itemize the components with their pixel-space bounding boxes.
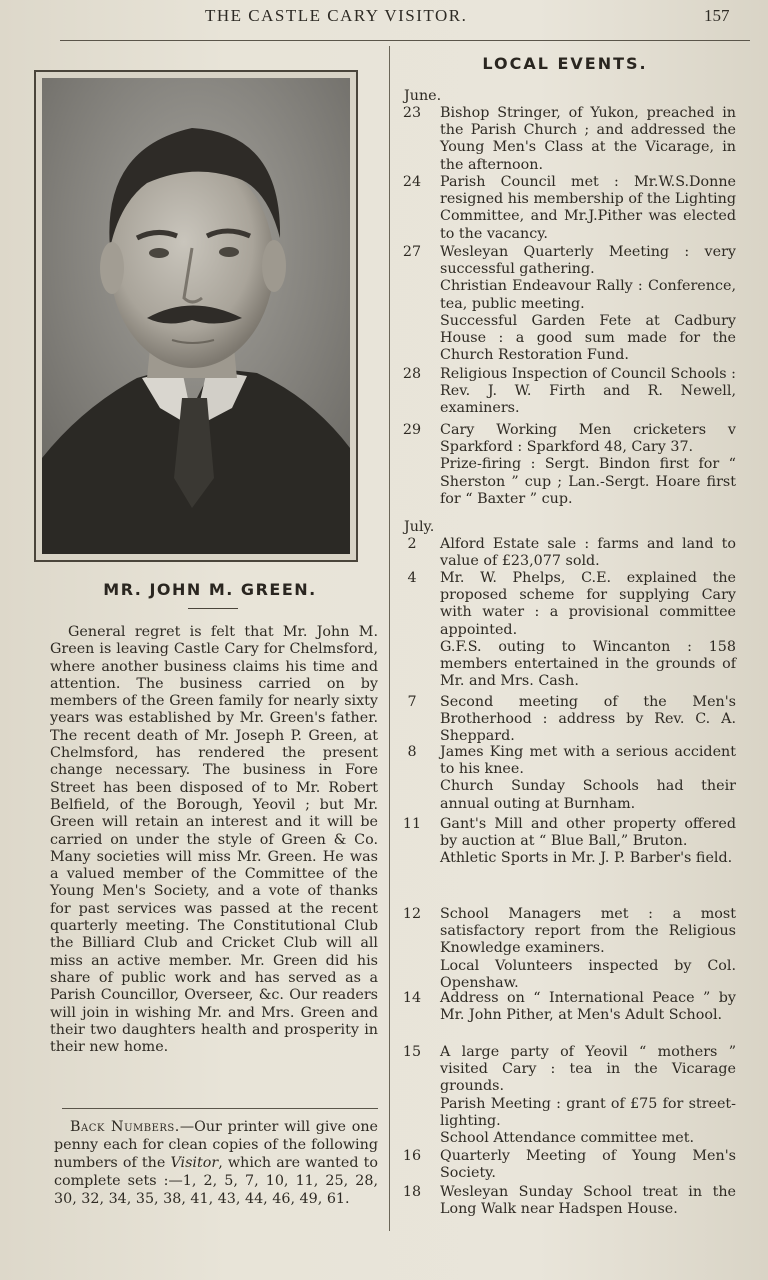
back-numbers-notice bbox=[54, 1118, 378, 1208]
event-item: Cary Working Men cricketers v Sparkford : Sparkford 48, Cary 37. bbox=[440, 422, 736, 456]
event-description bbox=[440, 990, 736, 1024]
event-description bbox=[440, 422, 736, 508]
event-day: 29 bbox=[402, 422, 422, 438]
event-entry bbox=[396, 422, 736, 508]
portrait-image bbox=[42, 78, 350, 554]
event-description bbox=[440, 174, 736, 243]
event-item: Parish Meeting : grant of £75 for street-lighting. bbox=[440, 1095, 736, 1129]
event-item: G.F.S. outing to Wincanton : 158 members entertained in the grounds of Mr. and Mrs. Cash. bbox=[440, 638, 736, 690]
event-day: 18 bbox=[402, 1184, 422, 1200]
event-day: 23 bbox=[402, 105, 422, 121]
event-item: Local Volunteers inspected by Col. Openshaw. bbox=[440, 957, 736, 991]
page-number: 157 bbox=[704, 6, 730, 25]
event-description bbox=[440, 1184, 736, 1218]
event-day: 27 bbox=[402, 244, 422, 260]
event-item: James King met with a serious accident to his knee. bbox=[440, 744, 736, 778]
event-description bbox=[440, 816, 736, 868]
event-item: Athletic Sports in Mr. J. P. Barber's field. bbox=[440, 850, 733, 867]
event-entry bbox=[396, 1044, 736, 1147]
event-entry bbox=[396, 174, 736, 243]
event-item: Christian Endeavour Rally : Conference, tea, public meeting. bbox=[440, 278, 736, 312]
event-item: Address on “ International Peace ” by Mr. John Pither, at Men's Adult School. bbox=[440, 990, 736, 1024]
event-day: 15 bbox=[402, 1044, 422, 1060]
event-description bbox=[440, 1148, 736, 1182]
event-item: School Attendance committee met. bbox=[440, 1130, 695, 1147]
separator-rule bbox=[62, 1108, 378, 1109]
event-day: 12 bbox=[402, 906, 422, 922]
running-title: THE CASTLE CARY VISITOR. bbox=[205, 6, 468, 25]
event-entry bbox=[396, 1148, 736, 1182]
event-item: Wesleyan Quarterly Meeting : very successful gathering. bbox=[440, 244, 736, 278]
month-label-june: June. bbox=[404, 88, 442, 104]
event-description bbox=[440, 570, 736, 690]
event-description bbox=[440, 744, 736, 813]
event-day: 16 bbox=[402, 1148, 422, 1164]
event-entry bbox=[396, 990, 736, 1024]
running-head bbox=[0, 6, 768, 30]
event-entry bbox=[396, 536, 736, 570]
event-item: School Managers met : a most satisfactory report from the Religious Knowledge examiners. bbox=[440, 906, 736, 957]
event-day: 28 bbox=[402, 366, 422, 382]
event-day: 8 bbox=[407, 744, 417, 760]
event-item: Second meeting of the Men's Brotherhood : address by Rev. C. A. Sheppard. bbox=[440, 694, 736, 745]
event-item: Alford Estate sale : farms and land to value of £23,077 sold. bbox=[440, 536, 736, 570]
event-day: 11 bbox=[402, 816, 422, 832]
event-entry bbox=[396, 906, 736, 992]
event-item: Religious Inspection of Council Schools : Rev. J. W. Firth and R. Newell, examiners. bbox=[440, 366, 736, 417]
article-text: General regret is felt that Mr. John M. Green is leaving Castle Cary for Chelmsford, where another business claims his time and attention. The business carried on by members of the Green family for nearly sixty years was established by Mr. Green's father. The recent death of Mr. Joseph P. Green, at Chelmsford, has rendered the present change necessary. The business in Fore Street has been disposed of to Mr. Robert Belfield, of the Borough, Yeovil ; but Mr. Green will retain an interest and it will be carried on under the style of Green & Co. Many societies will miss Mr. Green. He was a valued member of the Committee of the Young Men's Society, and a vote of thanks for past services was passed at the recent quarterly meeting. The Constitutional Club the Billiard Club and Cricket Club will all miss an active member. Mr. Green did his share of public work and has served as a Parish Councillor, Overseer, &c. Our readers will join in wishing Mr. and Mrs. Green and their two daughters health and prosperity in their new home. bbox=[50, 624, 378, 1056]
back-numbers-italic: Visitor bbox=[170, 1155, 219, 1171]
month-label-july: July. bbox=[404, 519, 435, 535]
event-description bbox=[440, 536, 736, 570]
event-description bbox=[440, 1044, 736, 1147]
back-numbers-text: —Our printer will give one penny each for clean copies of the following numbers of the bbox=[54, 1119, 378, 1171]
event-item: Wesleyan Sunday School treat in the Long Walk near Hadspen House. bbox=[440, 1184, 736, 1218]
event-item: Parish Council met : Mr.W.S.Donne resigned his membership of the Lighting Committee, and Mr.J.Pither was elected to the vacancy. bbox=[440, 174, 736, 242]
event-day: 2 bbox=[407, 536, 417, 552]
event-day: 24 bbox=[402, 174, 422, 190]
event-entry bbox=[396, 244, 736, 364]
header-rule bbox=[60, 40, 750, 41]
event-day: 7 bbox=[407, 694, 417, 710]
event-description bbox=[440, 244, 736, 364]
event-item: Prize-firing : Sergt. Bindon first for “ Sherston ” cup ; Lan.-Sergt. Hoare first for “ Baxter ” cup. bbox=[440, 456, 736, 507]
event-item: Mr. W. Phelps, C.E. explained the proposed scheme for supplying Cary with water : a provisional committee appointed. bbox=[440, 570, 736, 638]
back-numbers-list: , which are wanted to complete sets :—1, 2, 5, 7, 10, 11, 25, 28, 30, 32, 34, 35, 38, 41, 43, 44, 46, 49, 61. bbox=[54, 1155, 378, 1207]
event-description bbox=[440, 906, 736, 992]
event-item: A large party of Yeovil “ mothers ” visited Cary : tea in the Vicarage grounds. bbox=[440, 1044, 736, 1095]
event-item: Bishop Stringer, of Yukon, preached in the Parish Church ; and addressed the Young Men's Class at the Vicarage, in the afternoon. bbox=[440, 105, 736, 173]
event-description bbox=[440, 694, 736, 746]
event-item: Quarterly Meeting of Young Men's Society. bbox=[440, 1148, 736, 1182]
portrait-photo bbox=[34, 70, 358, 562]
column-rule bbox=[389, 46, 390, 1231]
caption-rule bbox=[188, 608, 238, 609]
event-day: 4 bbox=[407, 570, 417, 586]
event-item: Gant's Mill and other property offered by auction at “ Blue Ball,” Bruton. bbox=[440, 816, 736, 850]
event-entry bbox=[396, 1184, 736, 1218]
local-events-heading: LOCAL EVENTS. bbox=[482, 54, 648, 73]
event-day: 14 bbox=[402, 990, 422, 1006]
event-entry bbox=[396, 694, 736, 746]
back-numbers-heading: Back Numbers. bbox=[70, 1119, 180, 1135]
event-item: Church Sunday Schools had their annual outing at Burnham. bbox=[440, 778, 736, 812]
event-entry bbox=[396, 816, 736, 868]
event-item: Successful Garden Fete at Cadbury House : a good sum made for the Church Restoration Fund. bbox=[440, 312, 736, 364]
portrait-illustration bbox=[42, 78, 350, 554]
event-entry bbox=[396, 744, 736, 813]
portrait-caption: MR. JOHN M. GREEN. bbox=[103, 580, 317, 599]
event-description bbox=[440, 105, 736, 174]
event-entry bbox=[396, 366, 736, 418]
event-entry bbox=[396, 105, 736, 174]
event-description bbox=[440, 366, 736, 418]
event-entry bbox=[396, 570, 736, 690]
